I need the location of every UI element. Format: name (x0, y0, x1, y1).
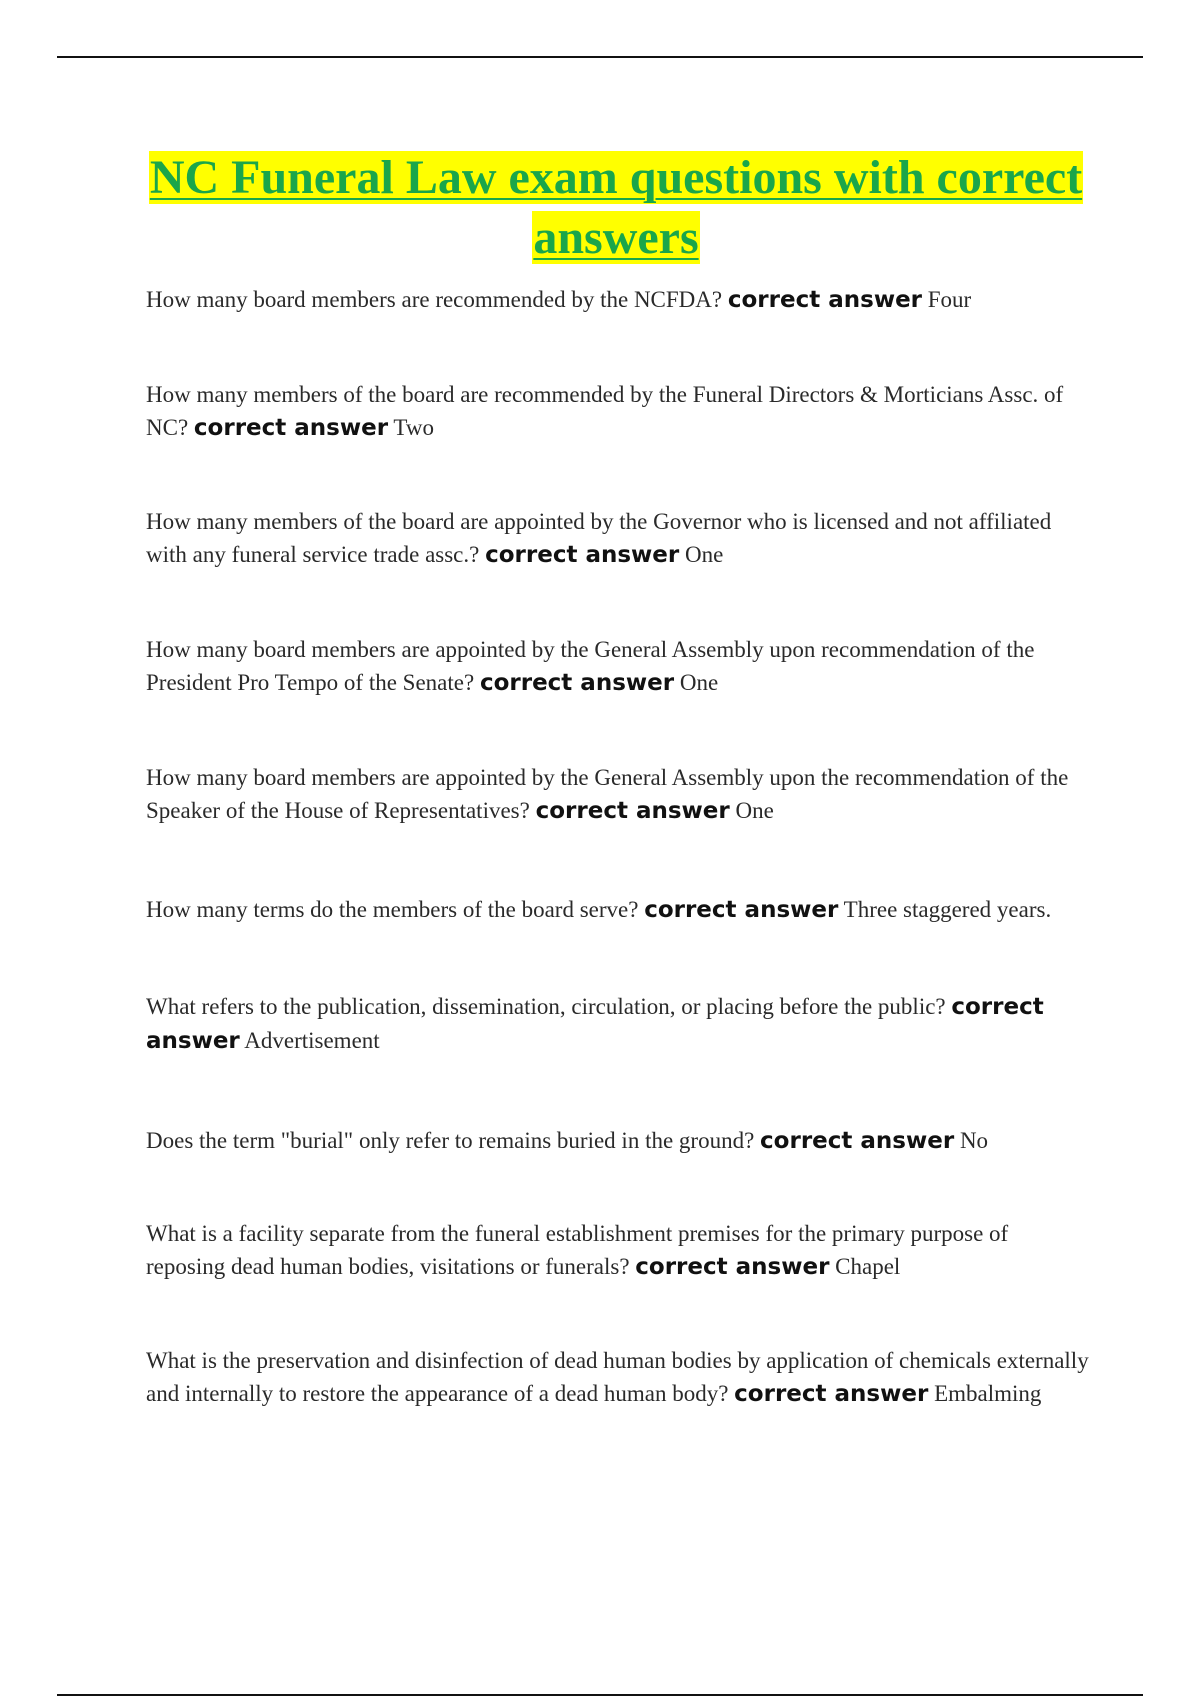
correct-answer-label: correct answer (727, 287, 923, 313)
answer-text: One (735, 798, 774, 823)
question-text: How many members of the board are appointed by the Governor who is licensed and not affiliated with any funeral service trade assc.? (146, 509, 1052, 567)
document-title (146, 148, 1086, 268)
question-text: What refers to the publication, dissemination, circulation, or placing before the public? (146, 994, 946, 1019)
qa-item-10 (146, 1344, 1092, 1411)
qa-item-3 (146, 505, 1092, 572)
qa-item-1 (146, 283, 1092, 317)
answer-text: Four (927, 287, 972, 312)
answer-text: Advertisement (244, 1028, 380, 1053)
qa-item-7 (146, 990, 1092, 1058)
answer-text: No (959, 1128, 989, 1153)
answer-text: One (679, 670, 719, 695)
question-text: What is the preservation and disinfection of dead human bodies by application of chemicals externally and internally to restore the appearance of a dead human body? (146, 1348, 1089, 1406)
question-text: How many terms do the members of the board serve? (146, 897, 639, 922)
question-text: Does the term "burial" only refer to remains buried in the ground? (146, 1128, 755, 1153)
correct-answer-label: correct answer (193, 415, 389, 441)
qa-item-9 (146, 1217, 1092, 1284)
correct-answer-label: correct answer (644, 897, 839, 923)
question-text: What is a facility separate from the funeral establishment premises for the primary purpose of reposing dead human bodies, visitations or funerals? (146, 1221, 1009, 1279)
correct-answer-label: correct answer (485, 542, 680, 568)
answer-text: Embalming (934, 1381, 1042, 1406)
correct-answer-label: correct answer (535, 798, 730, 824)
qa-item-4 (146, 633, 1092, 700)
top-rule (57, 56, 1143, 58)
question-text: How many members of the board are recommended by the Funeral Directors & Morticians Assc. of NC? (146, 382, 1064, 440)
answer-text: Chapel (835, 1254, 901, 1279)
question-text: How many board members are appointed by the General Assembly upon the recommendation of the Speaker of the House of Representatives? (146, 765, 1069, 823)
qa-item-8 (146, 1124, 1092, 1158)
bottom-rule (57, 1694, 1143, 1696)
answer-text: Two (393, 415, 434, 440)
correct-answer-label: correct answer (146, 994, 1044, 1054)
correct-answer-label: correct answer (760, 1128, 955, 1154)
correct-answer-label: correct answer (635, 1254, 830, 1280)
question-text: How many board members are appointed by the General Assembly upon recommendation of the President Pro Tempo of the Senate? (146, 637, 1035, 695)
correct-answer-label: correct answer (479, 670, 675, 696)
question-text: How many board members are recommended by the NCFDA? (146, 287, 723, 312)
qa-item-6 (146, 893, 1092, 927)
answer-text: Three staggered years. (843, 897, 1052, 922)
qa-item-5 (146, 761, 1092, 828)
correct-answer-label: correct answer (734, 1381, 929, 1407)
qa-item-2 (146, 378, 1092, 445)
document-title-text: NC Funeral Law exam questions with correct answers (149, 151, 1083, 264)
answer-text: One (684, 542, 724, 567)
